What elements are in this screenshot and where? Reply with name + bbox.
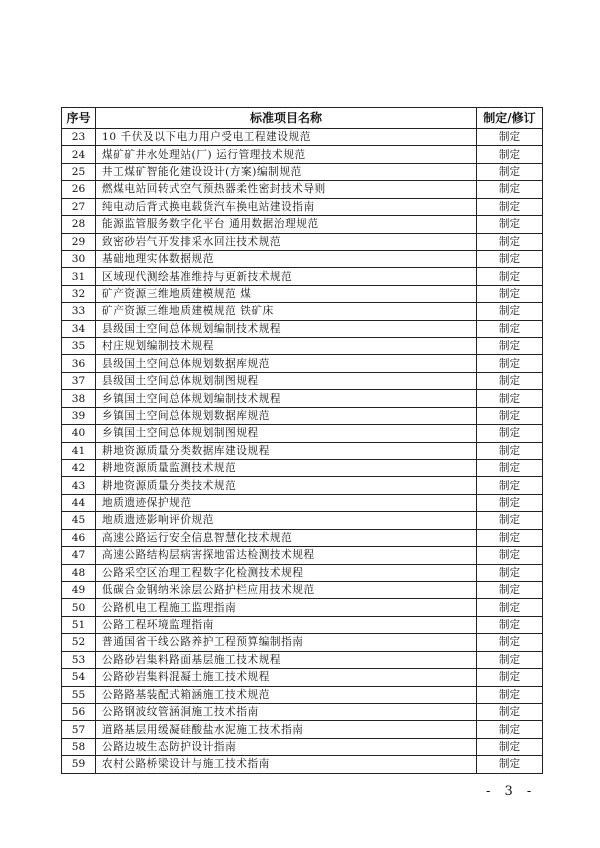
row-standard-name: 高速公路运行安全信息智慧化技术规范 [96, 529, 477, 546]
row-serial: 55 [62, 686, 96, 703]
page-number: - 3 - [486, 784, 537, 799]
row-serial: 52 [62, 634, 96, 651]
table-row [62, 616, 543, 633]
row-serial: 26 [62, 181, 96, 198]
row-serial: 33 [62, 303, 96, 320]
table-row [62, 303, 543, 320]
row-type: 制定 [477, 494, 543, 511]
row-type: 制定 [477, 634, 543, 651]
table-row [62, 477, 543, 494]
row-standard-name: 地质遗迹保护规范 [96, 494, 477, 511]
table-header-row [62, 108, 543, 129]
row-type: 制定 [477, 146, 543, 163]
row-type: 制定 [477, 599, 543, 616]
header-type: 制定/修订 [477, 108, 543, 129]
table-row [62, 425, 543, 442]
table-row [62, 564, 543, 581]
row-standard-name: 10 千伏及以下电力用户受电工程建设规范 [96, 129, 477, 146]
table-row [62, 320, 543, 337]
table-row [62, 686, 543, 703]
row-serial: 46 [62, 529, 96, 546]
row-standard-name: 县级国土空间总体规划编制技术规程 [96, 320, 477, 337]
row-standard-name: 公路机电工程施工监理指南 [96, 599, 477, 616]
row-standard-name: 县级国土空间总体规划制图规程 [96, 372, 477, 389]
row-serial: 48 [62, 564, 96, 581]
row-type: 制定 [477, 198, 543, 215]
row-serial: 39 [62, 407, 96, 424]
table-row [62, 233, 543, 250]
row-serial: 28 [62, 216, 96, 233]
row-standard-name: 致密砂岩气开发排采水回注技术规范 [96, 233, 477, 250]
table-row [62, 669, 543, 686]
row-type: 制定 [477, 738, 543, 755]
table-row [62, 599, 543, 616]
row-standard-name: 井工煤矿智能化建设设计(方案)编制规范 [96, 163, 477, 180]
row-standard-name: 道路基层用缓凝硅酸盐水泥施工技术指南 [96, 721, 477, 738]
row-type: 制定 [477, 129, 543, 146]
row-serial: 32 [62, 285, 96, 302]
row-serial: 37 [62, 372, 96, 389]
row-type: 制定 [477, 372, 543, 389]
row-serial: 25 [62, 163, 96, 180]
row-serial: 50 [62, 599, 96, 616]
table-row [62, 442, 543, 459]
table-row [62, 250, 543, 267]
row-type: 制定 [477, 181, 543, 198]
header-serial: 序号 [62, 108, 96, 129]
row-type: 制定 [477, 407, 543, 424]
row-standard-name: 煤矿矿井水处理站(厂) 运行管理技术规范 [96, 146, 477, 163]
row-type: 制定 [477, 616, 543, 633]
row-standard-name: 乡镇国土空间总体规划数据库规范 [96, 407, 477, 424]
row-type: 制定 [477, 163, 543, 180]
row-serial: 24 [62, 146, 96, 163]
row-serial: 56 [62, 703, 96, 720]
row-type: 制定 [477, 721, 543, 738]
row-type: 制定 [477, 651, 543, 668]
row-standard-name: 高速公路结构层病害探地雷达检测技术规程 [96, 547, 477, 564]
row-type: 制定 [477, 338, 543, 355]
row-standard-name: 区域现代测绘基准维持与更新技术规范 [96, 268, 477, 285]
row-serial: 36 [62, 355, 96, 372]
table-row [62, 216, 543, 233]
table-row [62, 355, 543, 372]
table-row [62, 721, 543, 738]
row-type: 制定 [477, 564, 543, 581]
table-row [62, 198, 543, 215]
row-serial: 47 [62, 547, 96, 564]
row-standard-name: 普通国省干线公路养护工程预算编制指南 [96, 634, 477, 651]
row-type: 制定 [477, 303, 543, 320]
table-row [62, 634, 543, 651]
row-standard-name: 耕地资源质量分类数据库建设规程 [96, 442, 477, 459]
table-row [62, 512, 543, 529]
row-standard-name: 基础地理实体数据规范 [96, 250, 477, 267]
row-standard-name: 公路采空区治理工程数字化检测技术规程 [96, 564, 477, 581]
row-standard-name: 公路路基装配式箱涵施工技术规范 [96, 686, 477, 703]
row-serial: 41 [62, 442, 96, 459]
table-row [62, 738, 543, 755]
row-standard-name: 公路砂岩集料混凝土施工技术规程 [96, 669, 477, 686]
row-type: 制定 [477, 390, 543, 407]
row-type: 制定 [477, 250, 543, 267]
row-standard-name: 能源监管服务数字化平台 通用数据治理规范 [96, 216, 477, 233]
row-serial: 58 [62, 738, 96, 755]
row-serial: 27 [62, 198, 96, 215]
row-type: 制定 [477, 355, 543, 372]
row-type: 制定 [477, 442, 543, 459]
row-type: 制定 [477, 233, 543, 250]
row-serial: 43 [62, 477, 96, 494]
row-standard-name: 耕地资源质量分类技术规范 [96, 477, 477, 494]
row-serial: 40 [62, 425, 96, 442]
row-standard-name: 公路钢波纹管涵洞施工技术指南 [96, 703, 477, 720]
row-serial: 38 [62, 390, 96, 407]
row-type: 制定 [477, 547, 543, 564]
row-standard-name: 农村公路桥梁设计与施工技术指南 [96, 756, 477, 773]
table-row [62, 460, 543, 477]
table-row [62, 372, 543, 389]
row-serial: 59 [62, 756, 96, 773]
row-serial: 53 [62, 651, 96, 668]
row-standard-name: 矿产资源三维地质建模规范 煤 [96, 285, 477, 302]
row-type: 制定 [477, 320, 543, 337]
table-row [62, 181, 543, 198]
standards-table [61, 107, 543, 774]
row-serial: 54 [62, 669, 96, 686]
row-type: 制定 [477, 425, 543, 442]
row-serial: 51 [62, 616, 96, 633]
row-standard-name: 燃煤电站回转式空气预热器柔性密封技术导则 [96, 181, 477, 198]
row-standard-name: 地质遗迹影响评价规范 [96, 512, 477, 529]
table-row [62, 146, 543, 163]
table-row [62, 756, 543, 773]
table-row [62, 529, 543, 546]
row-type: 制定 [477, 669, 543, 686]
row-serial: 30 [62, 250, 96, 267]
row-serial: 45 [62, 512, 96, 529]
table-row [62, 494, 543, 511]
row-type: 制定 [477, 529, 543, 546]
row-standard-name: 纯电动后背式换电载货汽车换电站建设指南 [96, 198, 477, 215]
row-serial: 23 [62, 129, 96, 146]
row-standard-name: 乡镇国土空间总体规划编制技术规程 [96, 390, 477, 407]
row-serial: 42 [62, 460, 96, 477]
header-standard-name: 标准项目名称 [96, 108, 477, 129]
row-type: 制定 [477, 268, 543, 285]
row-serial: 57 [62, 721, 96, 738]
row-type: 制定 [477, 460, 543, 477]
table-row [62, 390, 543, 407]
table-row [62, 285, 543, 302]
row-standard-name: 村庄规划编制技术规程 [96, 338, 477, 355]
row-standard-name: 县级国土空间总体规划数据库规范 [96, 355, 477, 372]
row-type: 制定 [477, 756, 543, 773]
row-serial: 34 [62, 320, 96, 337]
row-serial: 44 [62, 494, 96, 511]
table-row [62, 547, 543, 564]
row-serial: 31 [62, 268, 96, 285]
row-type: 制定 [477, 285, 543, 302]
row-standard-name: 公路砂岩集料路面基层施工技术规程 [96, 651, 477, 668]
row-serial: 49 [62, 581, 96, 598]
table-row [62, 129, 543, 146]
row-type: 制定 [477, 512, 543, 529]
row-type: 制定 [477, 581, 543, 598]
row-standard-name: 低碳合金钢纳米涂层公路护栏应用技术规范 [96, 581, 477, 598]
row-type: 制定 [477, 216, 543, 233]
table-row [62, 338, 543, 355]
table-row [62, 268, 543, 285]
table-row [62, 163, 543, 180]
row-type: 制定 [477, 686, 543, 703]
row-standard-name: 耕地资源质量监测技术规范 [96, 460, 477, 477]
row-standard-name: 公路工程环境监理指南 [96, 616, 477, 633]
table-body [62, 129, 543, 774]
row-serial: 35 [62, 338, 96, 355]
table-row [62, 407, 543, 424]
row-type: 制定 [477, 703, 543, 720]
table-row [62, 651, 543, 668]
row-serial: 29 [62, 233, 96, 250]
row-standard-name: 矿产资源三维地质建模规范 铁矿床 [96, 303, 477, 320]
row-type: 制定 [477, 477, 543, 494]
table-row [62, 703, 543, 720]
row-standard-name: 公路边坡生态防护设计指南 [96, 738, 477, 755]
table-row [62, 581, 543, 598]
row-standard-name: 乡镇国土空间总体规划制图规程 [96, 425, 477, 442]
